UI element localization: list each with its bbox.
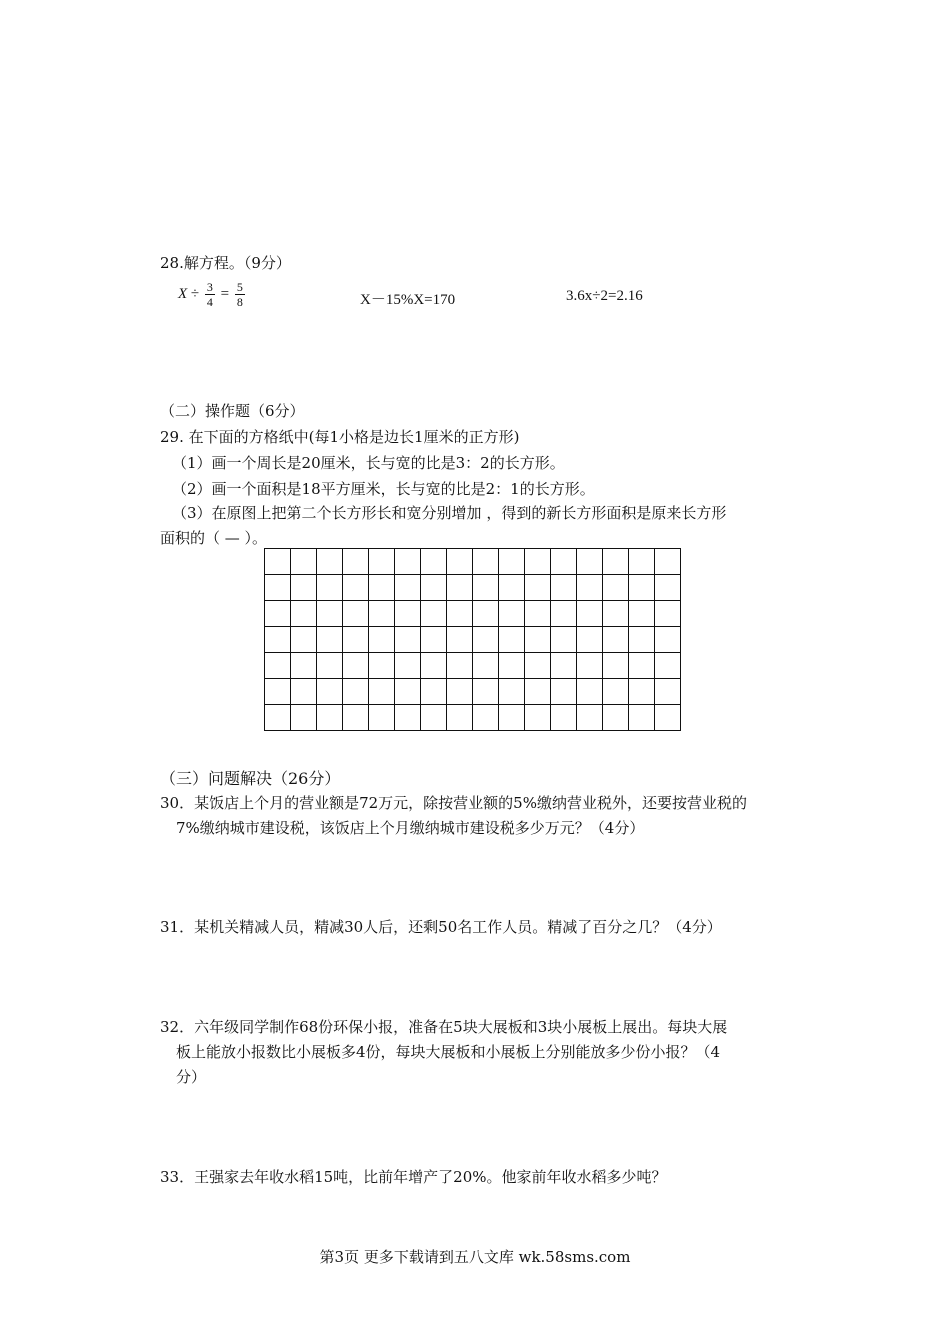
grid-cell <box>291 549 317 575</box>
grid-cell <box>265 575 291 601</box>
section3-title: （三）问题解决（26分） <box>160 769 341 788</box>
grid-cell <box>525 575 551 601</box>
eq1-fraction-right <box>235 280 245 309</box>
eq1-variable: X <box>178 285 188 302</box>
grid-cell <box>421 575 447 601</box>
grid-cell <box>577 549 603 575</box>
q33: 33．王强家去年收水稻15吨，比前年增产了20%。他家前年收水稻多少吨？ <box>160 1168 667 1186</box>
q29-item-2: （2）画一个面积是18平方厘米，长与宽的比是2：1的长方形。 <box>172 480 595 498</box>
grid-cell <box>343 627 369 653</box>
q31: 31．某机关精减人员，精减30人后，还剩50名工作人员。精减了百分之几？（4分） <box>160 918 722 936</box>
grid-cell <box>317 627 343 653</box>
grid-cell <box>473 653 499 679</box>
grid-cell <box>551 627 577 653</box>
grid-cell <box>265 549 291 575</box>
grid-cell <box>655 705 681 731</box>
grid-cell <box>577 601 603 627</box>
grid-cell <box>369 575 395 601</box>
grid-cell <box>499 705 525 731</box>
grid-cell <box>447 653 473 679</box>
grid-cell <box>317 705 343 731</box>
grid-cell <box>395 705 421 731</box>
grid-cell <box>291 679 317 705</box>
page-footer: 第3页 更多下载请到五八文库 wk.58sms.com <box>319 1248 631 1266</box>
grid-cell <box>629 627 655 653</box>
grid-cell <box>395 653 421 679</box>
grid-cell <box>629 575 655 601</box>
q29-item-1: （1）画一个周长是20厘米，长与宽的比是3：2的长方形。 <box>172 454 565 472</box>
q30-line-1: 30．某饭店上个月的营业额是72万元，除按营业额的5%缴纳营业税外，还要按营业税的 <box>160 794 747 812</box>
grid-cell <box>343 653 369 679</box>
grid-cell <box>421 653 447 679</box>
grid-cell <box>577 575 603 601</box>
grid-cell <box>317 575 343 601</box>
equation-1 <box>178 280 247 309</box>
grid-cell <box>291 705 317 731</box>
grid-row <box>265 627 681 653</box>
q29-item-3-cont: 面积的（ — ）。 <box>160 529 268 547</box>
grid-cell <box>551 653 577 679</box>
grid-cell <box>447 575 473 601</box>
grid-cell <box>291 653 317 679</box>
grid-cell <box>343 679 369 705</box>
eq1-f1-denominator: 4 <box>206 295 213 309</box>
equation-3: 3.6x÷2=2.16 <box>566 288 643 304</box>
grid-cell <box>473 627 499 653</box>
grid-cell <box>473 549 499 575</box>
grid-cell <box>265 653 291 679</box>
equation-2: X－15%X=170 <box>360 292 456 308</box>
grid-cell <box>265 601 291 627</box>
grid-cell <box>369 679 395 705</box>
eq1-f1-numerator: 3 <box>206 280 213 294</box>
grid-cell <box>499 549 525 575</box>
grid-cell <box>499 653 525 679</box>
grid-cell <box>447 601 473 627</box>
grid-cell <box>629 653 655 679</box>
grid-cell <box>603 601 629 627</box>
eq1-divide: ÷ <box>190 285 200 302</box>
grid-row <box>265 653 681 679</box>
grid-cell <box>265 627 291 653</box>
grid-cell <box>395 549 421 575</box>
grid-cell <box>603 705 629 731</box>
q29-item-3: （3）在原图上把第二个长方形长和宽分别增加 ，得到的新长方形面积是原来长方形 <box>172 504 727 522</box>
grid-cell <box>369 549 395 575</box>
grid-cell <box>551 679 577 705</box>
grid-cell <box>343 705 369 731</box>
grid-cell <box>369 627 395 653</box>
q30-line-2: 7%缴纳城市建设税，该饭店上个月缴纳城市建设税多少万元？（4分） <box>176 819 645 837</box>
grid-cell <box>343 575 369 601</box>
grid-cell <box>395 575 421 601</box>
grid-cell <box>421 627 447 653</box>
grid-cell <box>447 679 473 705</box>
square-grid-paper <box>264 548 681 731</box>
section2-title: （二）操作题（6分） <box>160 402 305 420</box>
grid-cell <box>655 601 681 627</box>
grid-cell <box>421 679 447 705</box>
grid-cell <box>525 705 551 731</box>
grid-cell <box>603 549 629 575</box>
q32-line-3: 分） <box>176 1068 207 1086</box>
grid-cell <box>629 679 655 705</box>
grid-cell <box>499 627 525 653</box>
grid-cell <box>603 653 629 679</box>
grid-cell <box>291 575 317 601</box>
grid-cell <box>369 705 395 731</box>
grid-cell <box>421 705 447 731</box>
grid-cell <box>395 679 421 705</box>
grid-cell <box>629 549 655 575</box>
grid-cell <box>577 653 603 679</box>
q28-title: 28.解方程。（9分） <box>160 254 291 272</box>
eq1-fraction-left <box>205 280 215 309</box>
grid-cell <box>577 705 603 731</box>
q32-line-1: 32．六年级同学制作68份环保小报，准备在5块大展板和3块小展板上展出。每块大展 <box>160 1018 728 1036</box>
q32-line-2: 板上能放小报数比小展板多4份，每块大展板和小展板上分别能放多少份小报？（4 <box>176 1043 721 1061</box>
grid-cell <box>525 679 551 705</box>
grid-cell <box>447 549 473 575</box>
grid-cell <box>447 705 473 731</box>
grid-cell <box>655 575 681 601</box>
grid-cell <box>369 653 395 679</box>
grid-cell <box>499 575 525 601</box>
grid-cell <box>577 679 603 705</box>
grid-cell <box>551 549 577 575</box>
grid-row <box>265 679 681 705</box>
grid-cell <box>395 601 421 627</box>
grid-cell <box>655 679 681 705</box>
grid-cell <box>629 705 655 731</box>
grid-cell <box>655 549 681 575</box>
grid-cell <box>499 601 525 627</box>
grid-cell <box>317 601 343 627</box>
grid-cell <box>473 575 499 601</box>
grid-cell <box>525 549 551 575</box>
grid-cell <box>317 679 343 705</box>
eq1-f2-numerator: 5 <box>236 280 243 294</box>
grid-cell <box>473 679 499 705</box>
grid-cell <box>603 575 629 601</box>
grid-cell <box>603 627 629 653</box>
grid-cell <box>343 549 369 575</box>
grid-cell <box>291 627 317 653</box>
grid-cell <box>473 705 499 731</box>
grid-row <box>265 705 681 731</box>
grid-cell <box>395 627 421 653</box>
grid-cell <box>369 601 395 627</box>
grid-cell <box>317 653 343 679</box>
grid-cell <box>629 601 655 627</box>
grid-cell <box>343 601 369 627</box>
grid-cell <box>551 575 577 601</box>
eq1-f2-denominator: 8 <box>236 295 243 309</box>
grid-row <box>265 601 681 627</box>
grid-row <box>265 575 681 601</box>
grid-cell <box>421 601 447 627</box>
grid-cell <box>551 601 577 627</box>
grid-cell <box>655 627 681 653</box>
grid-cell <box>551 705 577 731</box>
grid-cell <box>499 679 525 705</box>
grid-cell <box>317 549 343 575</box>
grid-cell <box>525 627 551 653</box>
grid-cell <box>291 601 317 627</box>
grid-cell <box>421 549 447 575</box>
grid-cell <box>655 653 681 679</box>
grid-cell <box>265 679 291 705</box>
grid-cell <box>265 705 291 731</box>
grid-cell <box>525 653 551 679</box>
grid-cell <box>473 601 499 627</box>
grid-cell <box>577 627 603 653</box>
eq1-equals: = <box>220 285 230 302</box>
grid-cell <box>447 627 473 653</box>
grid-cell <box>603 679 629 705</box>
grid-cell <box>525 601 551 627</box>
q29-stem: 29. 在下面的方格纸中(每1小格是边长1厘米的正方形) <box>160 428 520 446</box>
grid-row <box>265 549 681 575</box>
